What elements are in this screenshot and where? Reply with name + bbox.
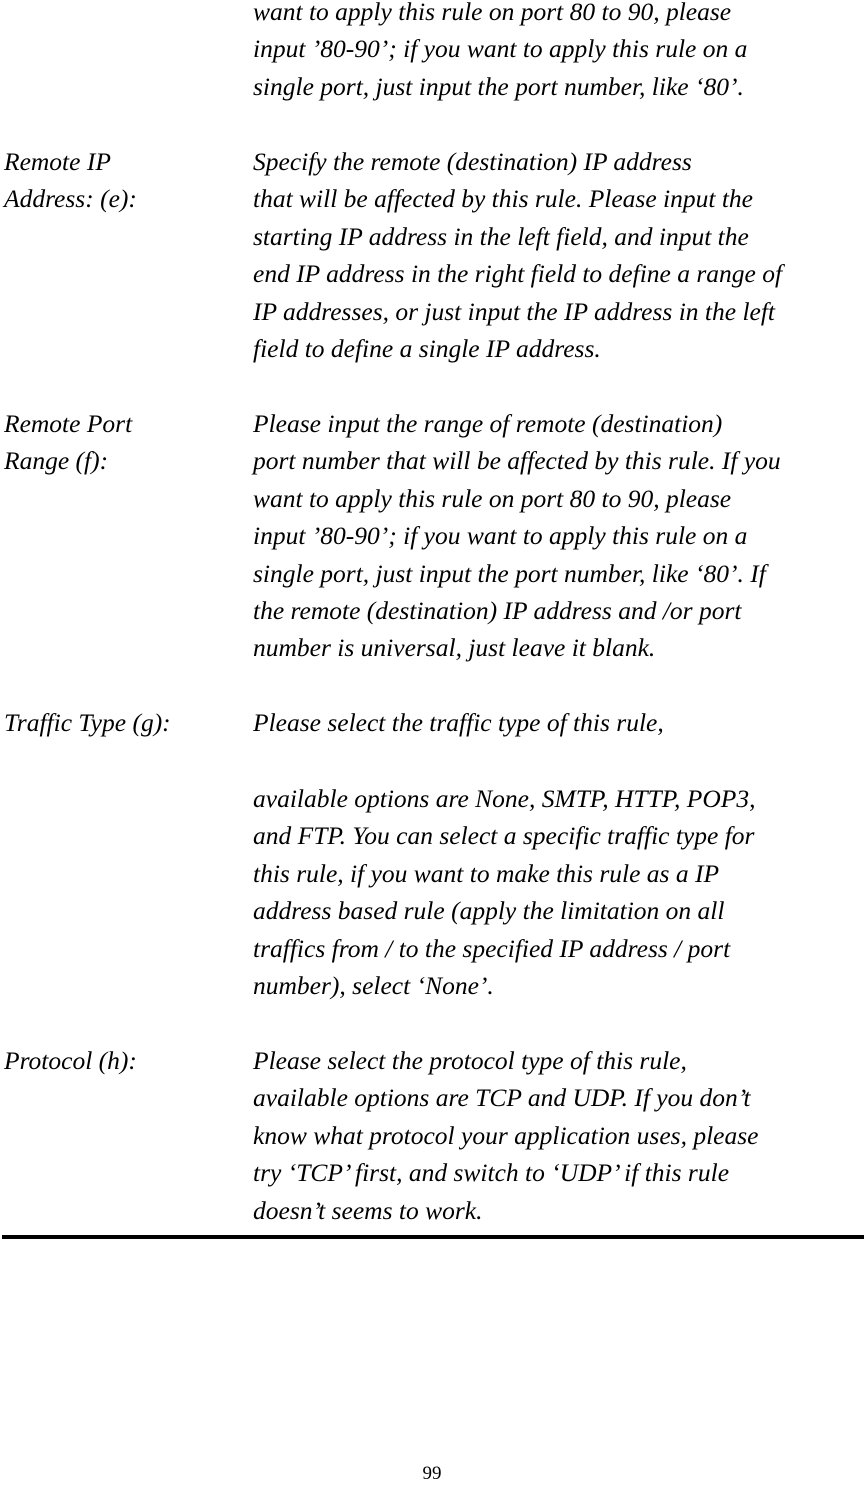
description-line: number is universal, just leave it blank. [253,633,656,663]
description-line: available options are TCP and UDP. If you don’t [253,1083,751,1113]
entry-description [253,1042,864,1229]
entry-term [4,704,244,741]
description-line: number), select ‘None’. [253,971,494,1001]
description-line: address based rule (apply the limitation on all [253,896,725,926]
entry-description [253,704,864,741]
description-line: want to apply this rule on port 80 to 90, please [253,0,732,26]
description-line: available options are None, SMTP, HTTP, POP3, [253,784,756,813]
description-line: port number that will be affected by this rule. If you [253,446,781,476]
description-line: Please select the protocol type of this rule, [253,1046,687,1075]
entry-term [4,405,244,480]
description-line: know what protocol your application uses, please [253,1120,759,1150]
continued-description-text [253,0,864,105]
term-line: Address: (e): [4,184,137,214]
entry-term [4,143,244,218]
description-line: this rule, if you want to make this rule as a IP [253,858,720,888]
table-bottom-rule [2,1235,864,1239]
description-line: want to apply this rule on port 80 to 90, please [253,483,732,513]
entry-description [253,780,864,1004]
description-line: Please input the range of remote (destination) [253,409,723,438]
description-line: the remote (destination) IP address and /or port [253,596,742,626]
description-line: single port, just input the port number, like ‘80’. [253,71,744,101]
term-line: Traffic Type (g): [4,708,171,737]
description-line: single port, just input the port number, like ‘80’. If [253,558,766,588]
description-line: input ’80-90’; if you want to apply this rule on a [253,34,748,64]
description-line: starting IP address in the left field, and input the [253,221,749,251]
description-line: Please select the traffic type of this rule, [253,708,664,737]
term-line: Remote IP [4,147,111,176]
description-line: traffics from / to the specified IP address / port [253,933,731,963]
description-line: doesn’t seems to work. [253,1195,483,1225]
description-line: Specify the remote (destination) IP address [253,147,692,176]
term-line: Protocol (h): [4,1046,137,1075]
description-line: try ‘TCP’ first, and switch to ‘UDP’ if this rule [253,1158,730,1188]
entry-description [253,143,864,367]
description-line: and FTP. You can select a specific traffic type for [253,821,755,851]
description-line: input ’80-90’; if you want to apply this rule on a [253,521,748,551]
description-line: end IP address in the right field to define a range of [253,259,783,289]
term-line: Remote Port [4,409,133,438]
description-line: IP addresses, or just input the IP address in the left [253,296,776,326]
entry-term [4,1042,244,1079]
description-line: that will be affected by this rule. Please input the [253,184,753,214]
page-number: 99 [422,1463,442,1484]
entry-description [253,405,864,667]
term-line: Range (f): [4,446,109,476]
description-line: field to define a single IP address. [253,334,601,364]
